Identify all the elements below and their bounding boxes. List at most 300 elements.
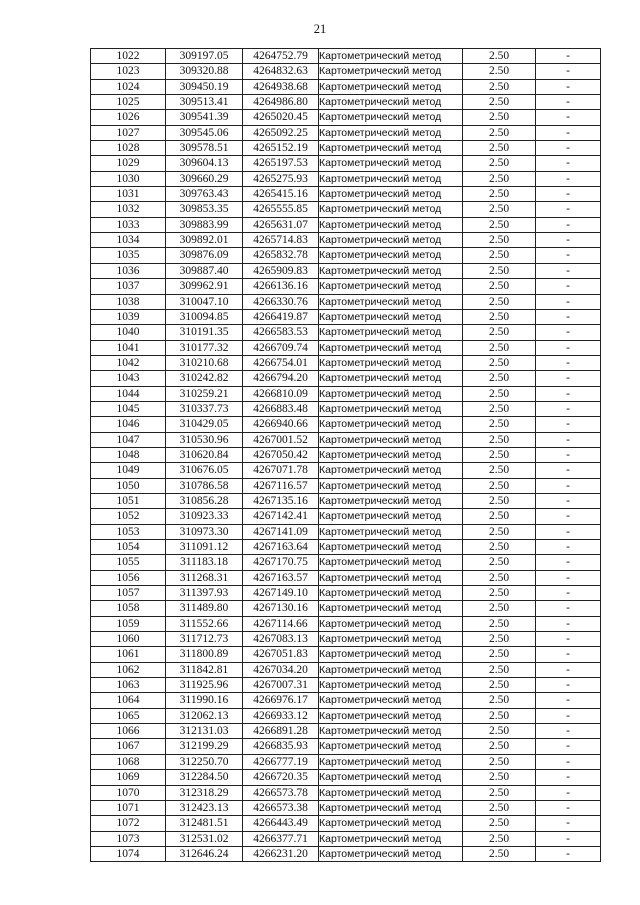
- point-number-cell: 1059: [91, 616, 166, 631]
- accuracy-cell: 2.50: [463, 770, 536, 785]
- y-coordinate-cell: 4266231.20: [243, 846, 319, 861]
- description-cell: -: [536, 233, 601, 248]
- y-coordinate-cell: 4265415.16: [243, 187, 319, 202]
- method-cell: Картометрический метод: [319, 417, 463, 432]
- point-number-cell: 1026: [91, 110, 166, 125]
- x-coordinate-cell: 309197.05: [166, 49, 243, 64]
- table-row: [91, 693, 601, 708]
- table-row: [91, 110, 601, 125]
- point-number-cell: 1074: [91, 846, 166, 861]
- accuracy-cell: 2.50: [463, 708, 536, 723]
- y-coordinate-cell: 4267116.57: [243, 478, 319, 493]
- accuracy-cell: 2.50: [463, 540, 536, 555]
- table-row: [91, 309, 601, 324]
- x-coordinate-cell: 310973.30: [166, 524, 243, 539]
- table-row: [91, 263, 601, 278]
- x-coordinate-cell: 311990.16: [166, 693, 243, 708]
- description-cell: -: [536, 371, 601, 386]
- description-cell: -: [536, 616, 601, 631]
- description-cell: -: [536, 248, 601, 263]
- accuracy-cell: 2.50: [463, 693, 536, 708]
- table-row: [91, 432, 601, 447]
- x-coordinate-cell: 310259.21: [166, 386, 243, 401]
- y-coordinate-cell: 4267170.75: [243, 555, 319, 570]
- x-coordinate-cell: 311397.93: [166, 586, 243, 601]
- x-coordinate-cell: 310177.32: [166, 340, 243, 355]
- accuracy-cell: 2.50: [463, 95, 536, 110]
- accuracy-cell: 2.50: [463, 601, 536, 616]
- table-row: [91, 187, 601, 202]
- point-number-cell: 1050: [91, 478, 166, 493]
- point-number-cell: 1073: [91, 831, 166, 846]
- y-coordinate-cell: 4266573.78: [243, 785, 319, 800]
- description-cell: -: [536, 202, 601, 217]
- method-cell: Картометрический метод: [319, 540, 463, 555]
- table-row: [91, 662, 601, 677]
- accuracy-cell: 2.50: [463, 478, 536, 493]
- accuracy-cell: 2.50: [463, 202, 536, 217]
- method-cell: Картометрический метод: [319, 493, 463, 508]
- table-row: [91, 754, 601, 769]
- description-cell: -: [536, 432, 601, 447]
- accuracy-cell: 2.50: [463, 156, 536, 171]
- x-coordinate-cell: 312250.70: [166, 754, 243, 769]
- accuracy-cell: 2.50: [463, 678, 536, 693]
- method-cell: Картометрический метод: [319, 662, 463, 677]
- table-row: [91, 294, 601, 309]
- table-row: [91, 386, 601, 401]
- table-row: [91, 49, 601, 64]
- method-cell: Картометрический метод: [319, 386, 463, 401]
- y-coordinate-cell: 4267135.16: [243, 493, 319, 508]
- table-row: [91, 125, 601, 140]
- y-coordinate-cell: 4267050.42: [243, 447, 319, 462]
- y-coordinate-cell: 4266419.87: [243, 309, 319, 324]
- y-coordinate-cell: 4267130.16: [243, 601, 319, 616]
- accuracy-cell: 2.50: [463, 570, 536, 585]
- point-number-cell: 1030: [91, 171, 166, 186]
- y-coordinate-cell: 4266933.12: [243, 708, 319, 723]
- table-row: [91, 632, 601, 647]
- x-coordinate-cell: 310429.05: [166, 417, 243, 432]
- method-cell: Картометрический метод: [319, 524, 463, 539]
- description-cell: -: [536, 831, 601, 846]
- description-cell: -: [536, 540, 601, 555]
- method-cell: Картометрический метод: [319, 601, 463, 616]
- coordinates-table-body: [91, 49, 601, 862]
- point-number-cell: 1063: [91, 678, 166, 693]
- accuracy-cell: 2.50: [463, 831, 536, 846]
- x-coordinate-cell: 311712.73: [166, 632, 243, 647]
- method-cell: Картометрический метод: [319, 478, 463, 493]
- coordinates-table: [90, 48, 601, 862]
- method-cell: Картометрический метод: [319, 831, 463, 846]
- point-number-cell: 1072: [91, 816, 166, 831]
- point-number-cell: 1031: [91, 187, 166, 202]
- accuracy-cell: 2.50: [463, 263, 536, 278]
- point-number-cell: 1061: [91, 647, 166, 662]
- x-coordinate-cell: 309513.41: [166, 95, 243, 110]
- y-coordinate-cell: 4267141.09: [243, 524, 319, 539]
- x-coordinate-cell: 312131.03: [166, 724, 243, 739]
- table-row: [91, 524, 601, 539]
- method-cell: Картометрический метод: [319, 125, 463, 140]
- point-number-cell: 1034: [91, 233, 166, 248]
- table-row: [91, 831, 601, 846]
- x-coordinate-cell: 309763.43: [166, 187, 243, 202]
- accuracy-cell: 2.50: [463, 79, 536, 94]
- description-cell: -: [536, 340, 601, 355]
- description-cell: -: [536, 586, 601, 601]
- table-row: [91, 156, 601, 171]
- point-number-cell: 1041: [91, 340, 166, 355]
- x-coordinate-cell: 310094.85: [166, 309, 243, 324]
- accuracy-cell: 2.50: [463, 171, 536, 186]
- table-row: [91, 279, 601, 294]
- accuracy-cell: 2.50: [463, 616, 536, 631]
- x-coordinate-cell: 311842.81: [166, 662, 243, 677]
- accuracy-cell: 2.50: [463, 724, 536, 739]
- x-coordinate-cell: 310530.96: [166, 432, 243, 447]
- table-row: [91, 770, 601, 785]
- method-cell: Картометрический метод: [319, 785, 463, 800]
- y-coordinate-cell: 4266794.20: [243, 371, 319, 386]
- point-number-cell: 1036: [91, 263, 166, 278]
- point-number-cell: 1048: [91, 447, 166, 462]
- x-coordinate-cell: 310191.35: [166, 325, 243, 340]
- method-cell: Картометрический метод: [319, 401, 463, 416]
- table-row: [91, 478, 601, 493]
- point-number-cell: 1023: [91, 64, 166, 79]
- table-row: [91, 509, 601, 524]
- table-row: [91, 401, 601, 416]
- method-cell: Картометрический метод: [319, 463, 463, 478]
- table-row: [91, 601, 601, 616]
- table-row: [91, 739, 601, 754]
- point-number-cell: 1046: [91, 417, 166, 432]
- accuracy-cell: 2.50: [463, 248, 536, 263]
- y-coordinate-cell: 4266810.09: [243, 386, 319, 401]
- point-number-cell: 1022: [91, 49, 166, 64]
- table-row: [91, 647, 601, 662]
- method-cell: Картометрический метод: [319, 816, 463, 831]
- y-coordinate-cell: 4265152.19: [243, 141, 319, 156]
- x-coordinate-cell: 312199.29: [166, 739, 243, 754]
- table-row: [91, 79, 601, 94]
- description-cell: -: [536, 739, 601, 754]
- point-number-cell: 1038: [91, 294, 166, 309]
- x-coordinate-cell: 311925.96: [166, 678, 243, 693]
- description-cell: -: [536, 217, 601, 232]
- x-coordinate-cell: 309853.35: [166, 202, 243, 217]
- x-coordinate-cell: 312284.50: [166, 770, 243, 785]
- description-cell: -: [536, 816, 601, 831]
- description-cell: -: [536, 447, 601, 462]
- x-coordinate-cell: 309450.19: [166, 79, 243, 94]
- x-coordinate-cell: 309876.09: [166, 248, 243, 263]
- accuracy-cell: 2.50: [463, 739, 536, 754]
- accuracy-cell: 2.50: [463, 785, 536, 800]
- point-number-cell: 1049: [91, 463, 166, 478]
- y-coordinate-cell: 4267149.10: [243, 586, 319, 601]
- point-number-cell: 1068: [91, 754, 166, 769]
- accuracy-cell: 2.50: [463, 417, 536, 432]
- accuracy-cell: 2.50: [463, 555, 536, 570]
- y-coordinate-cell: 4264938.68: [243, 79, 319, 94]
- method-cell: Картометрический метод: [319, 846, 463, 861]
- method-cell: Картометрический метод: [319, 233, 463, 248]
- y-coordinate-cell: 4266330.76: [243, 294, 319, 309]
- description-cell: -: [536, 187, 601, 202]
- point-number-cell: 1039: [91, 309, 166, 324]
- x-coordinate-cell: 310337.73: [166, 401, 243, 416]
- accuracy-cell: 2.50: [463, 355, 536, 370]
- description-cell: -: [536, 724, 601, 739]
- description-cell: -: [536, 647, 601, 662]
- accuracy-cell: 2.50: [463, 386, 536, 401]
- x-coordinate-cell: 311489.80: [166, 601, 243, 616]
- point-number-cell: 1037: [91, 279, 166, 294]
- accuracy-cell: 2.50: [463, 187, 536, 202]
- table-row: [91, 586, 601, 601]
- y-coordinate-cell: 4266883.48: [243, 401, 319, 416]
- y-coordinate-cell: 4266583.53: [243, 325, 319, 340]
- accuracy-cell: 2.50: [463, 754, 536, 769]
- method-cell: Картометрический метод: [319, 509, 463, 524]
- accuracy-cell: 2.50: [463, 294, 536, 309]
- description-cell: -: [536, 64, 601, 79]
- point-number-cell: 1044: [91, 386, 166, 401]
- description-cell: -: [536, 555, 601, 570]
- y-coordinate-cell: 4265714.83: [243, 233, 319, 248]
- x-coordinate-cell: 309541.39: [166, 110, 243, 125]
- accuracy-cell: 2.50: [463, 401, 536, 416]
- description-cell: -: [536, 294, 601, 309]
- y-coordinate-cell: 4266891.28: [243, 724, 319, 739]
- y-coordinate-cell: 4265197.53: [243, 156, 319, 171]
- x-coordinate-cell: 311091.12: [166, 540, 243, 555]
- method-cell: Картометрический метод: [319, 279, 463, 294]
- point-number-cell: 1062: [91, 662, 166, 677]
- table-row: [91, 846, 601, 861]
- x-coordinate-cell: 310210.68: [166, 355, 243, 370]
- x-coordinate-cell: 311552.66: [166, 616, 243, 631]
- y-coordinate-cell: 4267142.41: [243, 509, 319, 524]
- method-cell: Картометрический метод: [319, 447, 463, 462]
- description-cell: -: [536, 478, 601, 493]
- point-number-cell: 1054: [91, 540, 166, 555]
- description-cell: -: [536, 325, 601, 340]
- y-coordinate-cell: 4266976.17: [243, 693, 319, 708]
- y-coordinate-cell: 4267163.64: [243, 540, 319, 555]
- y-coordinate-cell: 4265631.07: [243, 217, 319, 232]
- point-number-cell: 1045: [91, 401, 166, 416]
- x-coordinate-cell: 310242.82: [166, 371, 243, 386]
- table-row: [91, 570, 601, 585]
- description-cell: -: [536, 110, 601, 125]
- method-cell: Картометрический метод: [319, 340, 463, 355]
- method-cell: Картометрический метод: [319, 141, 463, 156]
- point-number-cell: 1032: [91, 202, 166, 217]
- accuracy-cell: 2.50: [463, 447, 536, 462]
- accuracy-cell: 2.50: [463, 432, 536, 447]
- point-number-cell: 1040: [91, 325, 166, 340]
- accuracy-cell: 2.50: [463, 279, 536, 294]
- point-number-cell: 1053: [91, 524, 166, 539]
- y-coordinate-cell: 4266720.35: [243, 770, 319, 785]
- x-coordinate-cell: 309660.29: [166, 171, 243, 186]
- x-coordinate-cell: 312646.24: [166, 846, 243, 861]
- method-cell: Картометрический метод: [319, 263, 463, 278]
- point-number-cell: 1058: [91, 601, 166, 616]
- description-cell: -: [536, 493, 601, 508]
- point-number-cell: 1057: [91, 586, 166, 601]
- description-cell: -: [536, 279, 601, 294]
- method-cell: Картометрический метод: [319, 171, 463, 186]
- description-cell: -: [536, 800, 601, 815]
- x-coordinate-cell: 312423.13: [166, 800, 243, 815]
- y-coordinate-cell: 4266754.01: [243, 355, 319, 370]
- description-cell: -: [536, 662, 601, 677]
- method-cell: Картометрический метод: [319, 432, 463, 447]
- accuracy-cell: 2.50: [463, 125, 536, 140]
- description-cell: -: [536, 79, 601, 94]
- method-cell: Картометрический метод: [319, 708, 463, 723]
- method-cell: Картометрический метод: [319, 678, 463, 693]
- x-coordinate-cell: 312318.29: [166, 785, 243, 800]
- point-number-cell: 1060: [91, 632, 166, 647]
- description-cell: -: [536, 693, 601, 708]
- point-number-cell: 1052: [91, 509, 166, 524]
- description-cell: -: [536, 263, 601, 278]
- method-cell: Картометрический метод: [319, 217, 463, 232]
- description-cell: -: [536, 678, 601, 693]
- table-row: [91, 816, 601, 831]
- accuracy-cell: 2.50: [463, 64, 536, 79]
- accuracy-cell: 2.50: [463, 141, 536, 156]
- description-cell: -: [536, 754, 601, 769]
- y-coordinate-cell: 4266835.93: [243, 739, 319, 754]
- x-coordinate-cell: 311183.18: [166, 555, 243, 570]
- table-row: [91, 64, 601, 79]
- y-coordinate-cell: 4265832.78: [243, 248, 319, 263]
- description-cell: -: [536, 770, 601, 785]
- table-row: [91, 95, 601, 110]
- table-row: [91, 555, 601, 570]
- y-coordinate-cell: 4267051.83: [243, 647, 319, 662]
- method-cell: Картометрический метод: [319, 616, 463, 631]
- point-number-cell: 1067: [91, 739, 166, 754]
- table-row: [91, 708, 601, 723]
- point-number-cell: 1024: [91, 79, 166, 94]
- accuracy-cell: 2.50: [463, 846, 536, 861]
- x-coordinate-cell: 311800.89: [166, 647, 243, 662]
- y-coordinate-cell: 4264752.79: [243, 49, 319, 64]
- table-row: [91, 540, 601, 555]
- table-row: [91, 171, 601, 186]
- x-coordinate-cell: 309887.40: [166, 263, 243, 278]
- description-cell: -: [536, 708, 601, 723]
- method-cell: Картометрический метод: [319, 156, 463, 171]
- x-coordinate-cell: 312481.51: [166, 816, 243, 831]
- x-coordinate-cell: 310923.33: [166, 509, 243, 524]
- accuracy-cell: 2.50: [463, 371, 536, 386]
- y-coordinate-cell: 4265909.83: [243, 263, 319, 278]
- table-row: [91, 616, 601, 631]
- method-cell: Картометрический метод: [319, 248, 463, 263]
- point-number-cell: 1071: [91, 800, 166, 815]
- method-cell: Картометрический метод: [319, 570, 463, 585]
- accuracy-cell: 2.50: [463, 632, 536, 647]
- method-cell: Картометрический метод: [319, 586, 463, 601]
- point-number-cell: 1027: [91, 125, 166, 140]
- method-cell: Картометрический метод: [319, 371, 463, 386]
- accuracy-cell: 2.50: [463, 662, 536, 677]
- description-cell: -: [536, 417, 601, 432]
- method-cell: Картометрический метод: [319, 800, 463, 815]
- method-cell: Картометрический метод: [319, 555, 463, 570]
- method-cell: Картометрический метод: [319, 309, 463, 324]
- table-row: [91, 371, 601, 386]
- method-cell: Картометрический метод: [319, 647, 463, 662]
- x-coordinate-cell: 311268.31: [166, 570, 243, 585]
- point-number-cell: 1035: [91, 248, 166, 263]
- x-coordinate-cell: 309892.01: [166, 233, 243, 248]
- description-cell: -: [536, 141, 601, 156]
- method-cell: Картометрический метод: [319, 64, 463, 79]
- description-cell: -: [536, 125, 601, 140]
- method-cell: Картометрический метод: [319, 632, 463, 647]
- table-row: [91, 248, 601, 263]
- description-cell: -: [536, 171, 601, 186]
- point-number-cell: 1033: [91, 217, 166, 232]
- accuracy-cell: 2.50: [463, 524, 536, 539]
- table-row: [91, 493, 601, 508]
- y-coordinate-cell: 4266940.66: [243, 417, 319, 432]
- y-coordinate-cell: 4267114.66: [243, 616, 319, 631]
- point-number-cell: 1065: [91, 708, 166, 723]
- y-coordinate-cell: 4266136.16: [243, 279, 319, 294]
- method-cell: Картометрический метод: [319, 724, 463, 739]
- method-cell: Картометрический метод: [319, 754, 463, 769]
- y-coordinate-cell: 4266709.74: [243, 340, 319, 355]
- accuracy-cell: 2.50: [463, 217, 536, 232]
- method-cell: Картометрический метод: [319, 202, 463, 217]
- y-coordinate-cell: 4266377.71: [243, 831, 319, 846]
- description-cell: -: [536, 785, 601, 800]
- point-number-cell: 1043: [91, 371, 166, 386]
- accuracy-cell: 2.50: [463, 509, 536, 524]
- y-coordinate-cell: 4264832.63: [243, 64, 319, 79]
- accuracy-cell: 2.50: [463, 340, 536, 355]
- page-number: 21: [313, 22, 327, 36]
- description-cell: -: [536, 355, 601, 370]
- accuracy-cell: 2.50: [463, 110, 536, 125]
- table-row: [91, 724, 601, 739]
- y-coordinate-cell: 4267007.31: [243, 678, 319, 693]
- x-coordinate-cell: 310786.58: [166, 478, 243, 493]
- y-coordinate-cell: 4265020.45: [243, 110, 319, 125]
- point-number-cell: 1064: [91, 693, 166, 708]
- x-coordinate-cell: 312531.02: [166, 831, 243, 846]
- point-number-cell: 1042: [91, 355, 166, 370]
- y-coordinate-cell: 4264986.80: [243, 95, 319, 110]
- method-cell: Картометрический метод: [319, 79, 463, 94]
- table-row: [91, 800, 601, 815]
- y-coordinate-cell: 4267071.78: [243, 463, 319, 478]
- accuracy-cell: 2.50: [463, 493, 536, 508]
- table-row: [91, 785, 601, 800]
